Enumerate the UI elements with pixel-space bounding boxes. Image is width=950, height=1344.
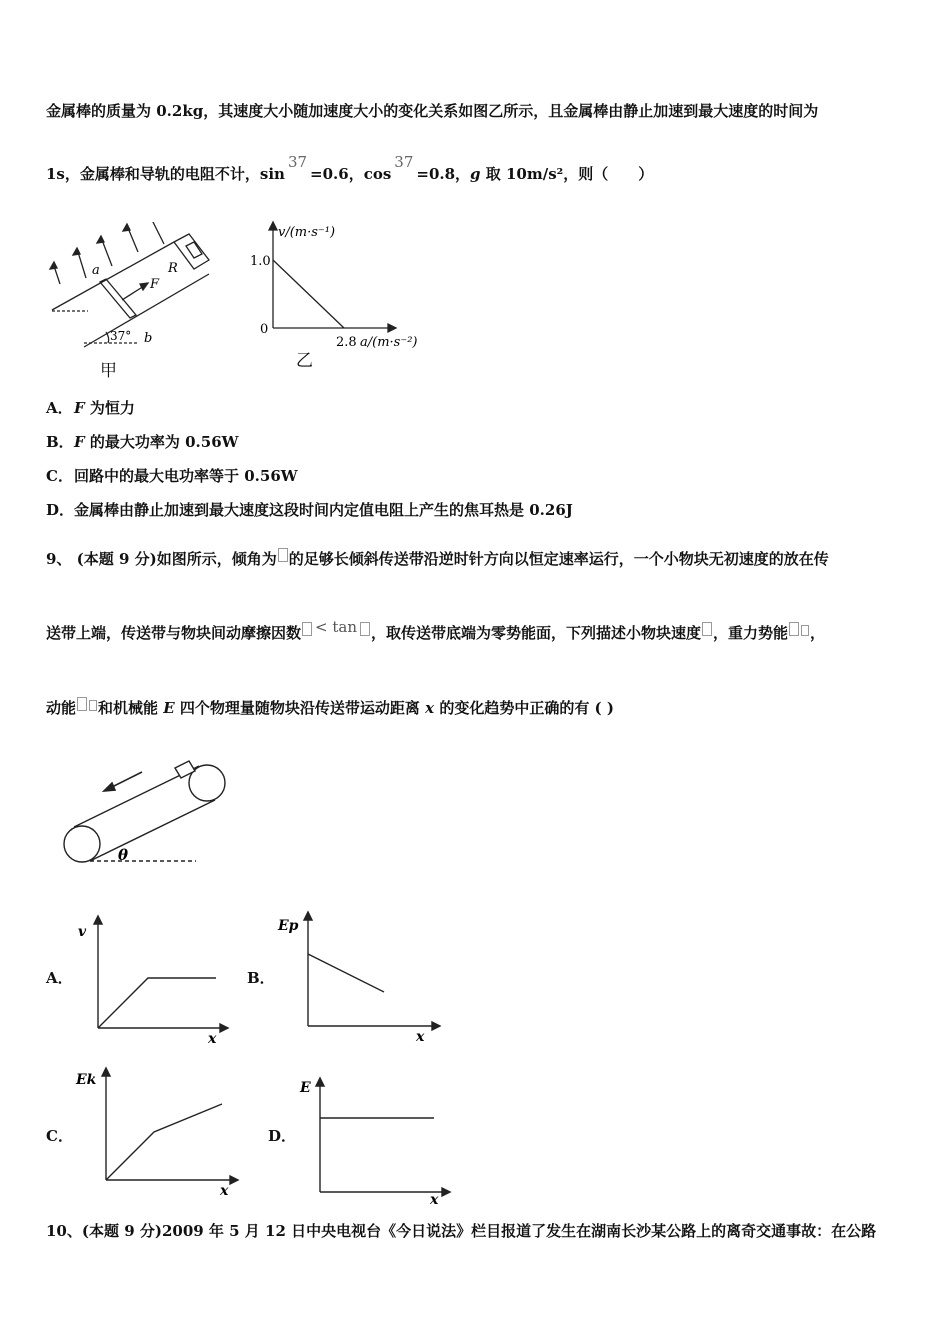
graph-a-v-vs-x xyxy=(74,912,234,1047)
angle-37: 37° xyxy=(110,329,132,343)
option-a-letter: A． xyxy=(46,399,73,417)
x-axis-label: a/(m·s⁻²) xyxy=(360,335,418,350)
q9-line-1-part-a: 9、 (本题 9 分)如图所示，倾角为 xyxy=(46,550,277,568)
q8-line-2-part-b: =0.6，cos xyxy=(310,165,392,183)
q9-line-2-part-d: ， xyxy=(810,624,826,642)
field-arrows xyxy=(50,222,164,300)
label-a: a xyxy=(92,263,100,278)
graph-d-y-label: E xyxy=(300,1080,311,1096)
belt-angle-label: θ xyxy=(118,846,129,864)
option-b-letter: B． xyxy=(46,433,74,451)
option-c-letter: C． xyxy=(46,467,73,485)
y-axis-label: v/(m·s⁻¹) xyxy=(278,225,336,240)
cos-angle: 37 xyxy=(394,153,414,171)
figure-jia xyxy=(44,222,224,352)
q9-line-1-part-b: 的足够长倾斜传送带沿逆时针方向以恒定速率运行，一个小物块无初速度的放在传 xyxy=(288,550,829,568)
graph-c-ek-vs-x xyxy=(74,1064,244,1199)
graph-d-x-label: x xyxy=(430,1192,439,1205)
label-F: F xyxy=(150,277,160,292)
option-d-letter: D． xyxy=(46,501,75,519)
graph-b-letter: B． xyxy=(247,969,275,987)
missing-glyph-ek-sub xyxy=(89,700,97,711)
E-symbol: E xyxy=(163,699,175,717)
q9-line-1 xyxy=(46,548,829,569)
missing-glyph-ep-sub xyxy=(801,625,809,636)
label-b: b xyxy=(144,331,153,346)
figure-yi xyxy=(240,220,440,350)
option-c-text: 回路中的最大电功率等于 0.56W xyxy=(74,467,298,485)
q9-line-2-part-a: 送带上端，传送带与物块间动摩擦因数 xyxy=(46,624,302,642)
x-symbol: x xyxy=(425,699,435,717)
graph-b-y-label: Ep xyxy=(278,918,299,934)
belt-direction-arrow xyxy=(104,772,142,791)
graph-d-letter: D． xyxy=(268,1127,297,1145)
graph-c-y-label: Ek xyxy=(76,1072,97,1088)
option-d xyxy=(46,500,573,520)
missing-glyph-mu xyxy=(302,622,312,636)
q9-line-2 xyxy=(46,618,826,643)
option-b-symbol: F xyxy=(74,433,85,451)
graph-a-letter: A． xyxy=(46,969,73,987)
q9-line-2-part-b: ，取传送带底端为零势能面，下列描述小物块速度 xyxy=(370,624,701,642)
q9-line-3-part-b: 和机械能 xyxy=(98,699,164,717)
option-a-text: 为恒力 xyxy=(84,399,135,417)
missing-glyph-v xyxy=(702,622,712,636)
q8-line-2-part-a: 1s，金属棒和导轨的电阻不计，sin xyxy=(46,165,285,183)
q9-line-3 xyxy=(46,697,614,718)
missing-glyph-theta-2 xyxy=(360,622,370,636)
x-tick-2-8: 2.8 xyxy=(336,335,357,350)
missing-glyph-theta xyxy=(278,548,288,562)
q8-line-2 xyxy=(46,153,654,184)
option-c xyxy=(46,466,298,486)
label-R: R xyxy=(168,261,178,276)
graph-a-x-label: x xyxy=(208,1031,217,1047)
fig-jia-caption: 甲 xyxy=(100,361,117,381)
g-symbol: g xyxy=(470,165,481,183)
q8-line-1: 金属棒的质量为 0.2kg，其速度大小随加速度大小的变化关系如图乙所示，且金属棒由静止加速到最大速度的时间为 xyxy=(46,102,819,120)
missing-glyph-ep xyxy=(789,622,799,636)
q10-line-1: 10、(本题 9 分)2009 年 5 月 12 日中央电视台《今日说法》栏目报道了发生在湖南长沙某公路上的离奇交通事故：在公路 xyxy=(46,1222,877,1240)
option-b xyxy=(46,432,238,452)
missing-glyph-ek xyxy=(77,697,87,711)
fig-yi-caption: 乙 xyxy=(296,351,313,371)
origin-label: 0 xyxy=(260,322,269,337)
option-a-symbol: F xyxy=(74,399,85,417)
y-tick-1: 1.0 xyxy=(250,254,271,269)
tan-text: < tan xyxy=(315,618,357,636)
q9-line-3-part-d: 的变化趋势中正确的有 ( ) xyxy=(434,699,614,717)
graph-a-y-label: v xyxy=(78,924,87,940)
q9-line-3-part-c: 四个物理量随物块沿传送带运动距离 xyxy=(174,699,426,717)
q9-line-3-part-a: 动能 xyxy=(46,699,77,717)
graph-c-x-label: x xyxy=(220,1183,229,1199)
graph-d-e-vs-x xyxy=(292,1070,462,1205)
q9-line-2-part-c: ，重力势能 xyxy=(713,624,789,642)
option-d-text: 金属棒由静止加速到最大速度这段时间内定值电阻上产生的焦耳热是 0.26J xyxy=(74,501,573,519)
conveyor-belt-figure xyxy=(58,752,238,870)
option-b-text: 的最大功率为 0.56W xyxy=(84,433,239,451)
graph-b-ep-vs-x xyxy=(276,908,446,1043)
sin-angle: 37 xyxy=(287,153,308,171)
q8-line-2-part-d: 取 10m/s²，则（ ） xyxy=(480,165,654,183)
q8-line-2-part-c: =0.8， xyxy=(416,165,471,183)
graph-c-letter: C． xyxy=(46,1127,73,1145)
graph-b-x-label: x xyxy=(416,1029,425,1043)
option-a xyxy=(46,398,135,418)
